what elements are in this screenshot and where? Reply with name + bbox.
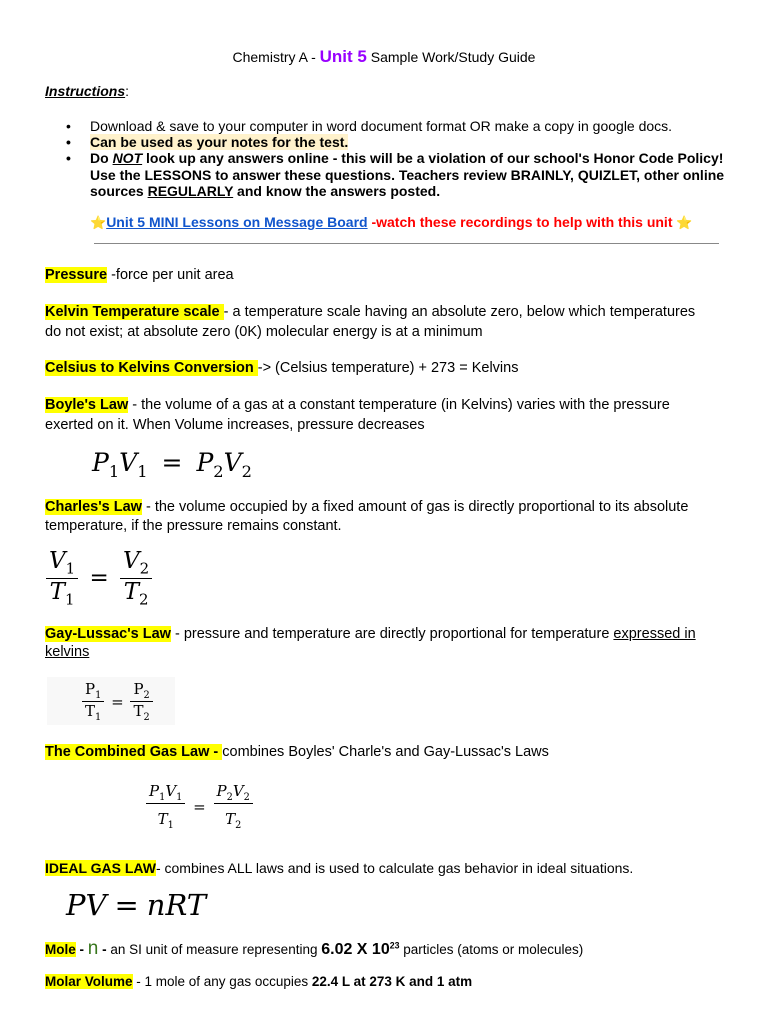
kelvin-definition: Kelvin Temperature scale - a temperature scale having an absolute zero, below which temperatures — [45, 304, 696, 320]
charles-term: Charles's Law — [45, 499, 142, 515]
gay-lussac-term: Gay-Lussac's Law — [45, 626, 171, 642]
boyle-term: Boyle's Law — [45, 397, 129, 413]
ideal-gas-law-term: IDEAL GAS LAW — [45, 860, 156, 876]
combined-gas-law-formula: $\frac{P_1V_1}{T_1}$ = $\frac{P_2V_2}{T_2}$ — [146, 782, 253, 831]
ideal-gas-law-formula: PV = nRT — [66, 888, 207, 922]
ideal-gas-law-definition: IDEAL GAS LAW- combines ALL laws and is used to calculate gas behavior in ideal situations. — [45, 860, 634, 876]
star-icon: ⭐ — [676, 215, 693, 230]
molar-volume-term: Molar Volume — [45, 974, 133, 989]
bullet-dot: • — [66, 134, 71, 150]
combined-gas-law-term: The Combined Gas Law - — [45, 744, 223, 760]
boyle-definition: Boyle's Law - the volume of a gas at a constant temperature (in Kelvins) varies with the pressure — [45, 397, 670, 413]
instructions-heading: Instructions: — [45, 83, 130, 99]
gay-lussac-formula: $\frac{P_1}{T_1}$ = $\frac{P_2}{T_2}$ — [82, 680, 153, 723]
lessons-link[interactable]: Unit 5 MINI Lessons on Message Board — [106, 214, 368, 230]
gay-lussac-definition: Gay-Lussac's Law - pressure and temperature are directly proportional for temperature expressed in — [45, 626, 696, 642]
bullet-dot: • — [66, 150, 71, 166]
mole-symbol: n — [87, 938, 99, 959]
combined-gas-law-definition: The Combined Gas Law - combines Boyles' Charle's and Gay-Lussac's Laws — [45, 744, 549, 760]
title-suffix: Sample Work/Study Guide — [366, 49, 536, 65]
charles-formula: $\frac{V_1}{T_1}$ = $\frac{V_2}{T_2}$ — [46, 548, 152, 608]
boyle-formula: $P_1V_1 = P_2V_2$ — [92, 448, 253, 481]
horizontal-divider — [94, 243, 719, 244]
gay-lussac-definition-line2: kelvins — [45, 644, 90, 660]
celsius-term: Celsius to Kelvins Conversion — [45, 360, 258, 376]
title-prefix: Chemistry A - — [232, 49, 320, 65]
page-title — [0, 47, 768, 67]
molar-volume-definition: Molar Volume - 1 mole of any gas occupies 22.4 L at 273 K and 1 atm — [45, 974, 473, 989]
pressure-definition: Pressure -force per unit area — [45, 267, 234, 283]
bullet-dot: • — [66, 118, 71, 134]
pressure-term: Pressure — [45, 267, 108, 283]
star-icon: ⭐ — [90, 215, 107, 230]
unit-label: Unit 5 — [319, 47, 367, 66]
instruction-bullet-3-line2: Use the LESSONS to answer these questions. Teachers review BRAINLY, QUIZLET, other online — [90, 167, 725, 183]
kelvin-definition-line2: do not exist; at absolute zero (0K) molecular energy is at a minimum — [45, 324, 483, 340]
lessons-link-line: ⭐Unit 5 MINI Lessons on Message Board -watch these recordings to help with this unit ⭐ — [90, 214, 693, 230]
charles-definition-line2: temperature, if the pressure remains constant. — [45, 518, 342, 534]
instruction-bullet-3-line3: sources REGULARLY and know the answers posted. — [90, 183, 441, 199]
charles-definition: Charles's Law - the volume occupied by a fixed amount of gas is directly proportional to its absolute — [45, 499, 689, 515]
mole-term: Mole — [45, 942, 76, 957]
boyle-definition-line2: exerted on it. When Volume increases, pressure decreases — [45, 417, 425, 433]
celsius-conversion: Celsius to Kelvins Conversion -> (Celsius temperature) + 273 = Kelvins — [45, 360, 519, 376]
mole-definition: Mole - n - an SI unit of measure representing 6.02 X $10^{23}$ particles (atoms or molecules) — [45, 938, 584, 959]
kelvin-term: Kelvin Temperature scale — [45, 304, 224, 320]
